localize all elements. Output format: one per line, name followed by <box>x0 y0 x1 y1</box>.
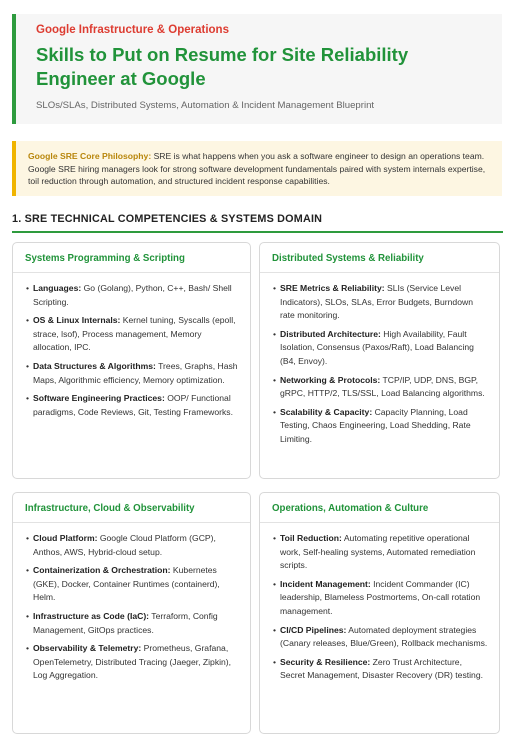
list-item <box>280 328 489 369</box>
philosophy-label: Google SRE Core Philosophy: <box>28 151 152 161</box>
philosophy-text: SRE is what happens when you ask a software engineer to design an operations team. Google SRE hiring managers look for strong software development fundamentals paired with system internals expertise, toil reduction through automation, and structured incident response capabilities. <box>28 151 486 186</box>
item-label: Observability & Telemetry: <box>33 643 142 654</box>
item-text: Automated deployment strategies (Canary releases, Blue/Green), Rollback mechanisms. <box>280 624 488 649</box>
list-item <box>33 392 240 419</box>
list-item <box>280 406 489 447</box>
item-text: Prometheus, Grafana, OpenTelemetry, Distributed Tracing (Jaeger, Zipkin), Log Aggregation. <box>33 643 232 681</box>
item-label: Scalability & Capacity: <box>280 406 373 417</box>
item-text: Capacity Planning, Load Testing, Chaos Engineering, Load Shedding, Rate Limiting. <box>280 406 471 444</box>
card-distributed-systems <box>259 242 500 479</box>
item-label: Data Structures & Algorithms: <box>33 360 156 371</box>
item-text: Trees, Graphs, Hash Maps, Algorithmic efficiency, Memory optimization. <box>33 360 238 385</box>
card-title: Operations, Automation & Culture <box>260 493 499 523</box>
header-eyebrow: Google Infrastructure & Operations <box>36 24 229 36</box>
item-label: Infrastructure as Code (IaC): <box>33 610 150 621</box>
item-text: Google Cloud Platform (GCP), Anthos, AWS, Hybrid-cloud setup. <box>33 533 216 557</box>
card-title: Distributed Systems & Reliability <box>260 243 499 273</box>
item-label: SRE Metrics & Reliability: <box>280 283 385 293</box>
item-label: Distributed Architecture: <box>280 328 381 339</box>
card-systems-programming <box>12 242 251 479</box>
item-text: Incident Commander (IC) leadership, Blameless Postmortems, On-call rotation management. <box>280 578 481 616</box>
item-label: Security & Resilience: <box>280 656 371 667</box>
list-item <box>33 610 240 637</box>
item-label: Incident Management: <box>280 578 371 589</box>
section-title: 1. SRE TECHNICAL COMPETENCIES & SYSTEMS DOMAIN <box>12 213 503 233</box>
item-text: Go (Golang), Python, C++, Bash/ Shell Scripting. <box>33 283 232 307</box>
page-title: Skills to Put on Resume for Site Reliability Engineer at Google <box>36 44 409 89</box>
card-title: Systems Programming & Scripting <box>13 243 250 273</box>
item-text: Kubernetes (GKE), Docker, Container Runtimes (containerd), Helm. <box>33 565 220 603</box>
skill-list <box>13 273 250 419</box>
list-item <box>33 314 240 355</box>
list-item <box>280 578 489 619</box>
item-text: High Availability, Fault Isolation, Consensus (Paxos/Raft), Load Balancing (B4, Envoy). <box>280 328 474 366</box>
page-header <box>12 14 502 124</box>
list-item <box>280 374 489 401</box>
list-item <box>280 282 489 323</box>
item-label: Cloud Platform: <box>33 533 98 543</box>
item-label: Networking & Protocols: <box>280 374 381 385</box>
item-text: Automating repetitive operational work, Self-healing systems, Automated remediation scripts. <box>280 533 476 571</box>
list-item <box>280 656 489 683</box>
item-label: Languages: <box>33 283 82 293</box>
list-item <box>280 624 489 651</box>
page-subtitle: SLOs/SLAs, Distributed Systems, Automation & Incident Management Blueprint <box>36 100 375 111</box>
item-text: Zero Trust Architecture, Secret Management, Disaster Recovery (DR) testing. <box>280 656 483 681</box>
card-operations-automation <box>259 492 500 734</box>
item-text: Terraform, Config Management, GitOps practices. <box>33 610 218 635</box>
skill-list <box>260 523 499 683</box>
item-text: Kernel tuning, Syscalls (epoll, strace, lsof), Process management, Memory allocation, IPC. <box>33 315 236 353</box>
item-label: Toil Reduction: <box>280 533 342 543</box>
list-item <box>33 564 240 605</box>
item-text: TCP/IP, UDP, DNS, BGP, gRPC, HTTP/2, TLS/SSL, Load Balancing algorithms. <box>280 374 485 399</box>
item-label: CI/CD Pipelines: <box>280 624 347 635</box>
item-label: Containerization & Orchestration: <box>33 565 171 576</box>
item-label: Software Engineering Practices: <box>33 393 165 404</box>
list-item <box>33 532 240 559</box>
philosophy-callout <box>12 141 502 196</box>
list-item <box>280 532 489 573</box>
list-item <box>33 282 240 309</box>
item-text: SLIs (Service Level Indicators), SLOs, SLAs, Error Budgets, Burndown rate monitoring. <box>280 283 473 321</box>
list-item <box>33 642 240 683</box>
item-text: OOP/ Functional paradigms, Code Reviews, Git, Testing Frameworks. <box>33 393 233 417</box>
skill-list <box>13 523 250 683</box>
skill-list <box>260 273 499 447</box>
card-title: Infrastructure, Cloud & Observability <box>13 493 250 523</box>
list-item <box>33 360 240 387</box>
card-infrastructure-cloud <box>12 492 251 734</box>
item-label: OS & Linux Internals: <box>33 315 121 326</box>
